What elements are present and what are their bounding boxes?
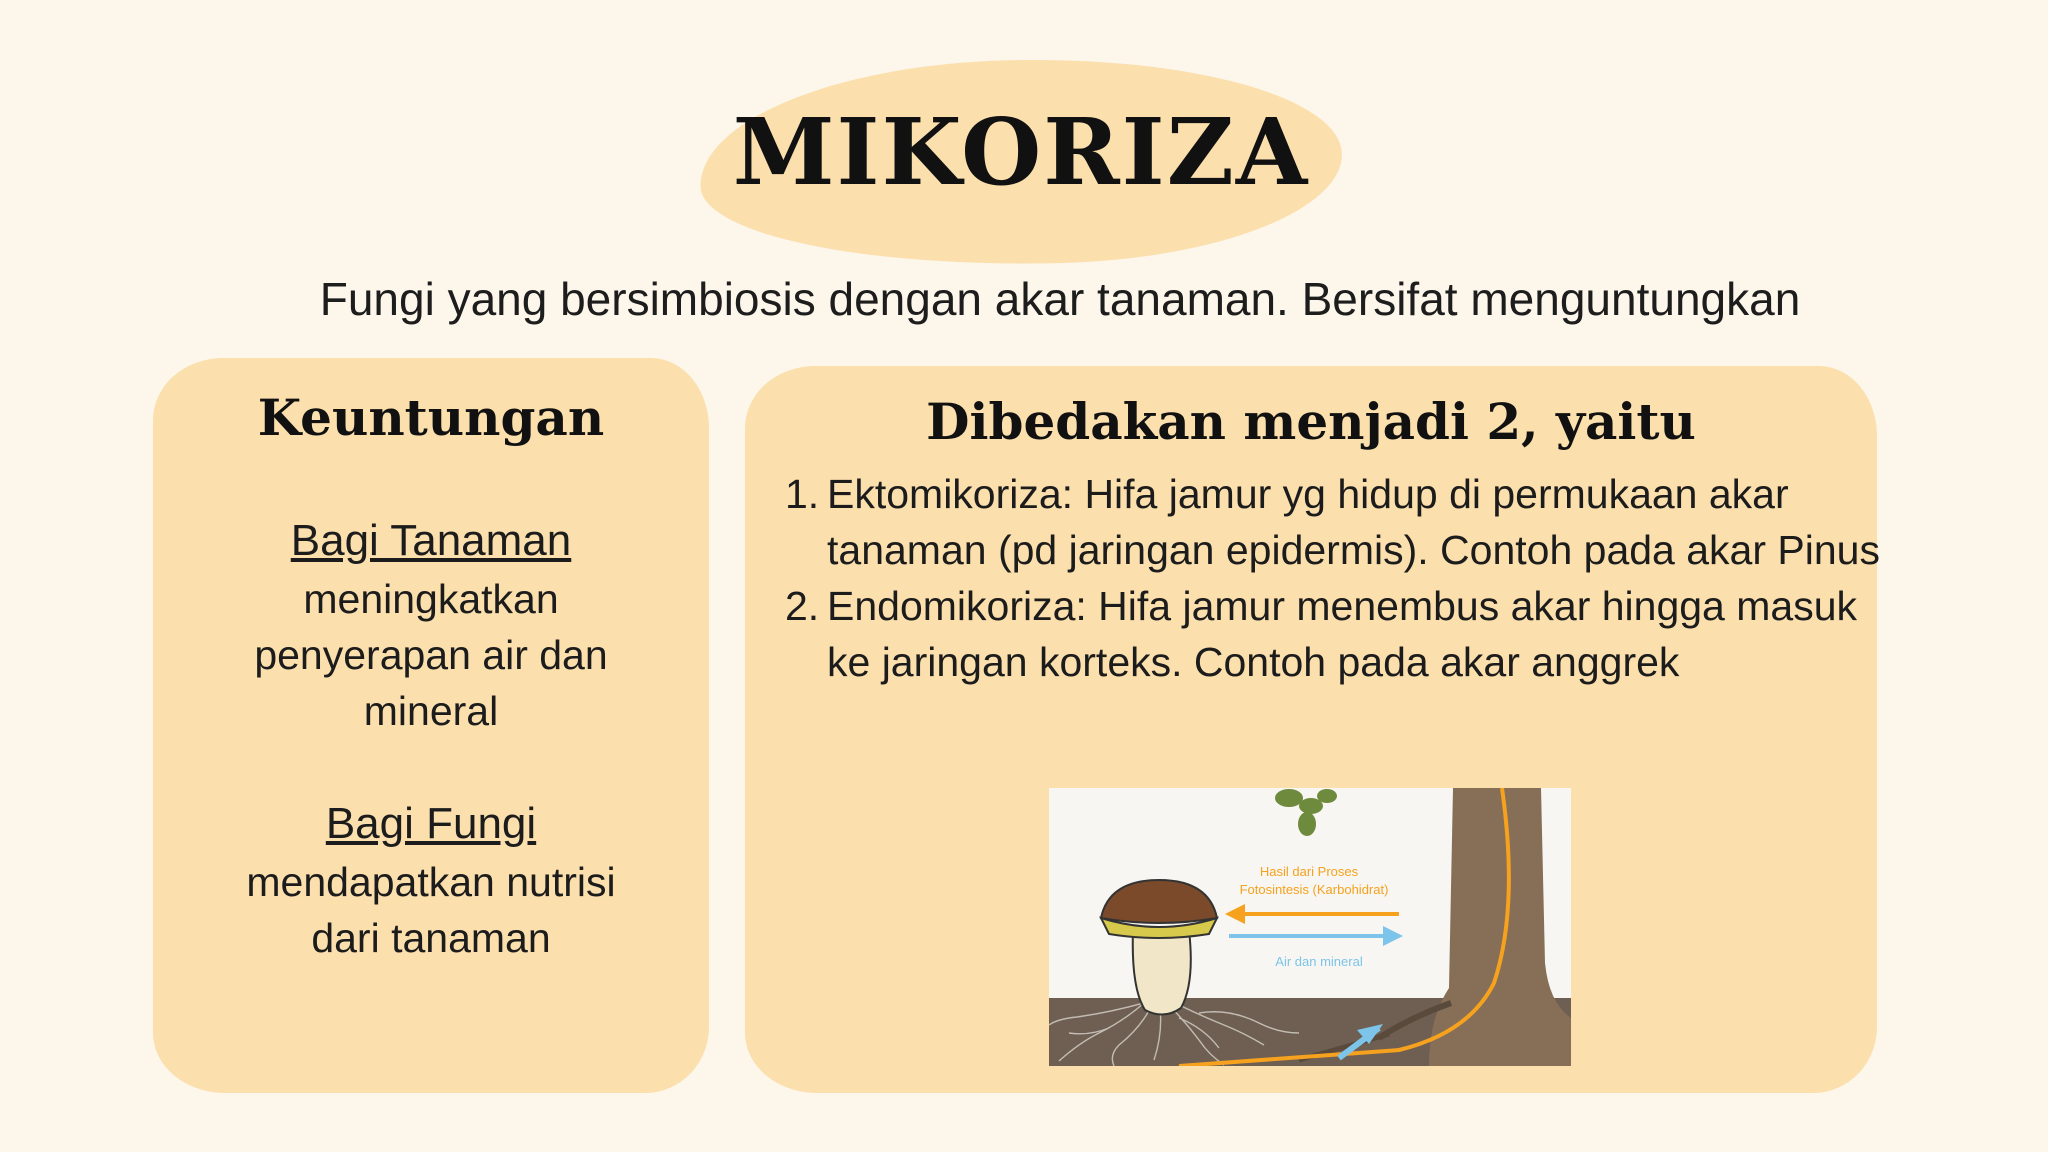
benefit-plant-label: Bagi Tanaman [290, 516, 572, 565]
list-item [785, 578, 1897, 690]
mycorrhiza-diagram [1049, 788, 1571, 1066]
subtitle: Fungi yang bersimbiosis dengan akar tanaman. Bersifat menguntungkan [319, 273, 1801, 325]
benefit-plant-text: meningkatkan penyerapan air dan mineral [254, 576, 608, 734]
types-list [785, 466, 1897, 690]
mushroom-stem [1133, 930, 1191, 1015]
benefit-fungi-text: mendapatkan nutrisi dari tanaman [246, 859, 616, 961]
benefits-panel [153, 358, 709, 1093]
list-number: 1. [785, 471, 820, 517]
benefit-fungi-label: Bagi Fungi [325, 799, 537, 848]
types-heading: Dibedakan menjadi 2, yaitu [926, 392, 1696, 451]
label-carbohydrate: Fotosintesis (Karbohidrat) [1239, 882, 1389, 897]
benefits-heading: Keuntungan [257, 388, 605, 447]
label-carbohydrate: Hasil dari Proses [1259, 864, 1359, 879]
page-title: MIKORIZA [732, 98, 1310, 206]
list-text: Endomikoriza: Hifa jamur menembus akar hingga masuk ke jaringan korteks. Contoh pada akar anggrek [827, 583, 1858, 685]
label-water: Air dan mineral [1275, 954, 1363, 969]
benefit-plant [153, 513, 709, 739]
benefit-fungi [153, 796, 709, 966]
list-item [785, 466, 1897, 578]
list-text: Ektomikoriza: Hifa jamur yg hidup di permukaan akar tanaman (pd jaringan epidermis). Contoh pada akar Pinus [827, 471, 1880, 573]
list-number: 2. [785, 583, 820, 629]
